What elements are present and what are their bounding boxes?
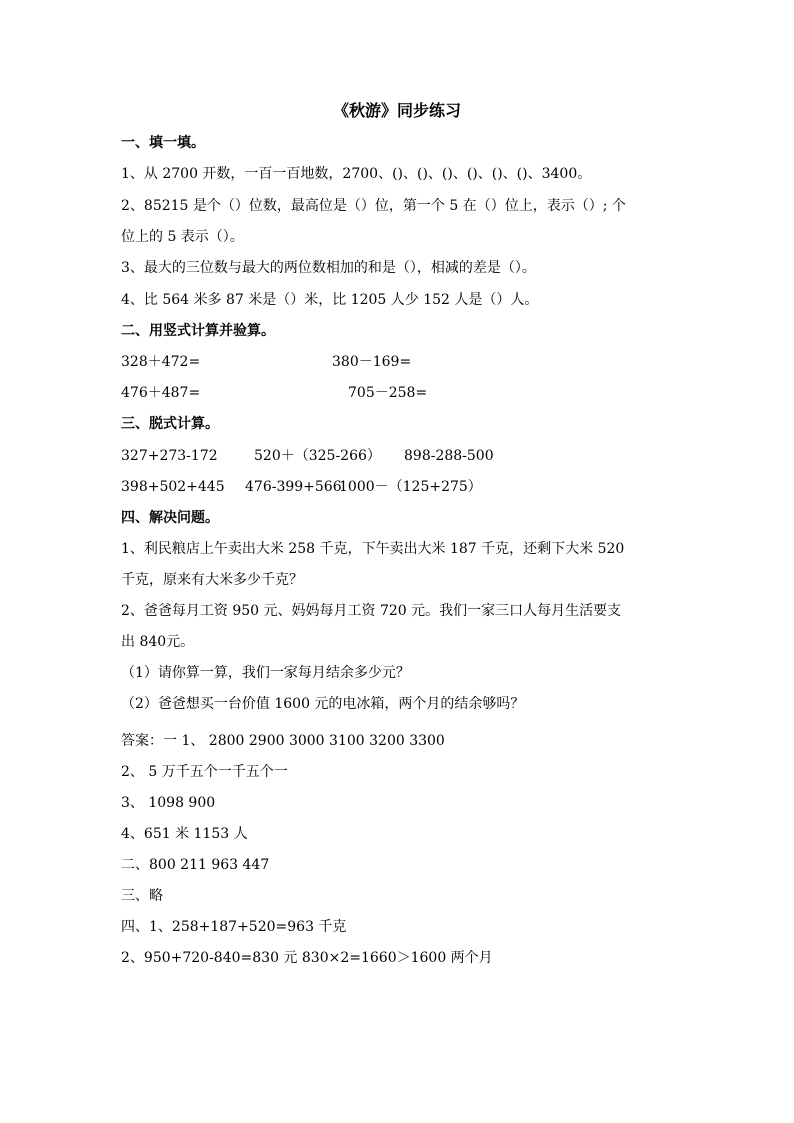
problem-2-line1: 2、爸爸每月工资 950 元、妈妈每月工资 720 元。我们一家三口人每月生活要支 [121, 603, 622, 619]
calc-item-4: 705－258= [348, 385, 428, 401]
question-1-2-line2: 位上的 5 表示（）。 [121, 229, 244, 245]
calc-item-3: 476＋487= [121, 385, 201, 401]
calc-item-2: 380－169= [332, 354, 412, 370]
answer-line-8: 2、950+720-840=830 元 830×2=1660＞1600 两个月 [121, 950, 493, 966]
answer-line-1: 答案：一 1、 2800 2900 3000 3100 3200 3300 [121, 733, 445, 749]
problem-1-line1: 1、利民粮店上午卖出大米 258 千克，下午卖出大米 187 千克，还剩下大米 520 [121, 541, 625, 557]
expr-item-5: 476-399+566 [245, 479, 342, 495]
problem-2-sub2: （2）爸爸想买一台价值 1600 元的电冰箱，两个月的结余够吗？ [121, 696, 525, 712]
section4-heading: 四、解决问题。 [121, 510, 219, 526]
answer-line-5: 二、800 211 963 447 [121, 857, 270, 873]
question-1-1: 1、从 2700 开数，一百一百地数，2700、()、()、()、()、()、()、3400。 [121, 166, 592, 182]
answer-line-7: 四、1、258+187+520=963 千克 [121, 919, 347, 935]
expr-item-6: 1000－（125+275） [339, 479, 482, 495]
section3-heading: 三、脱式计算。 [121, 416, 219, 432]
section1-heading: 一、填一填。 [121, 135, 205, 151]
calc-item-1: 328＋472= [121, 354, 201, 370]
problem-2-line2: 出 840元。 [121, 634, 195, 650]
problem-1-line2: 千克，原来有大米多少千克？ [121, 572, 303, 588]
answer-line-6: 三、略 [121, 888, 163, 904]
answer-line-4: 4、651 米 1153 人 [121, 826, 248, 842]
expr-item-4: 398+502+445 [121, 479, 225, 495]
expr-item-3: 898-288-500 [404, 448, 494, 464]
page-title: 《秋游》同步练习 [332, 101, 461, 120]
question-1-2-line1: 2、85215 是个（）位数，最高位是（）位，第一个 5 在（）位上，表示（）; 个 [121, 198, 626, 214]
question-1-3: 3、最大的三位数与最大的两位数相加的和是（），相减的差是（）。 [121, 260, 536, 276]
section2-heading: 二、用竖式计算并验算。 [121, 323, 275, 339]
problem-2-sub1: （1）请你算一算，我们一家每月结余多少元？ [121, 665, 410, 681]
question-1-4: 4、比 564 米多 87 米是（）米，比 1205 人少 152 人是（）人。 [121, 292, 539, 308]
expr-item-2: 520＋（325-266） [254, 448, 381, 464]
expr-item-1: 327+273-172 [121, 448, 218, 464]
answer-line-2: 2、 5 万千五个一千五个一 [121, 764, 288, 780]
answer-line-3: 3、 1098 900 [121, 795, 216, 811]
